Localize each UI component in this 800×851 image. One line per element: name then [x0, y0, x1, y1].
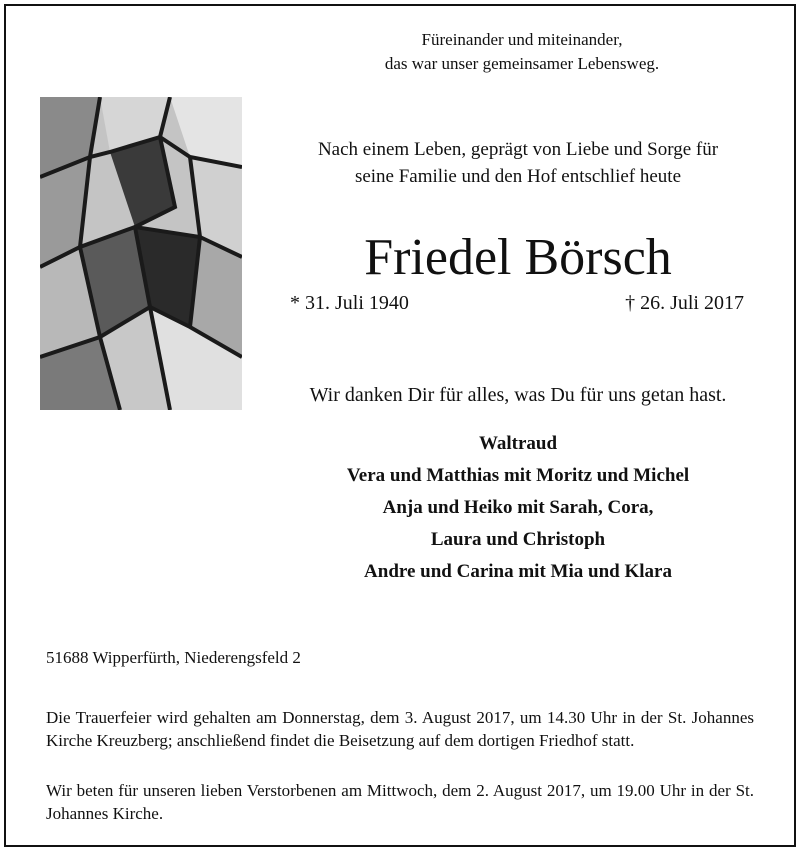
- stained-glass-window-image: [40, 97, 242, 410]
- obituary-notice: [4, 4, 796, 847]
- thanks-line: Wir danken Dir für alles, was Du für uns getan hast.: [309, 384, 727, 406]
- funeral-service-info: Die Trauerfeier wird gehalten am Donnerstag, dem 3. August 2017, um 14.30 Uhr in der St. Johannes Kirche Kreuzberg; anschließend findet die Beisetzung auf dem dortigen Friedhof statt.: [46, 708, 754, 750]
- mourner-line: Laura und Christoph: [430, 529, 606, 550]
- motto: [292, 28, 752, 76]
- mourner-line: Vera und Matthias mit Moritz und Michel: [346, 465, 690, 486]
- mourners-list: [278, 428, 758, 588]
- family-address: 51688 Wipperfürth, Niederengsfeld 2: [46, 648, 301, 667]
- prayer-service-info: Wir beten für unseren lieben Verstorbenen am Mittwoch, dem 2. August 2017, um 19.00 Uhr in der St. Johannes Kirche.: [46, 781, 754, 823]
- intro-line-2: seine Familie und den Hof entschlief heute: [354, 166, 682, 187]
- birth-date: * 31. Juli 1940: [290, 292, 409, 314]
- motto-line-1: Füreinander und miteinander,: [421, 30, 623, 49]
- intro-line-1: Nach einem Leben, geprägt von Liebe und Sorge für: [317, 139, 719, 160]
- stained-glass-icon: [40, 97, 242, 410]
- mourner-line: Anja und Heiko mit Sarah, Cora,: [382, 497, 654, 518]
- intro-text: [278, 136, 758, 190]
- mourner-line: Andre und Carina mit Mia und Klara: [364, 561, 672, 582]
- deceased-name: Friedel Börsch: [364, 229, 672, 286]
- motto-line-2: das war unser gemeinsamer Lebensweg.: [384, 54, 660, 73]
- death-date: † 26. Juli 2017: [625, 292, 744, 314]
- mourner-line: Waltraud: [478, 433, 558, 454]
